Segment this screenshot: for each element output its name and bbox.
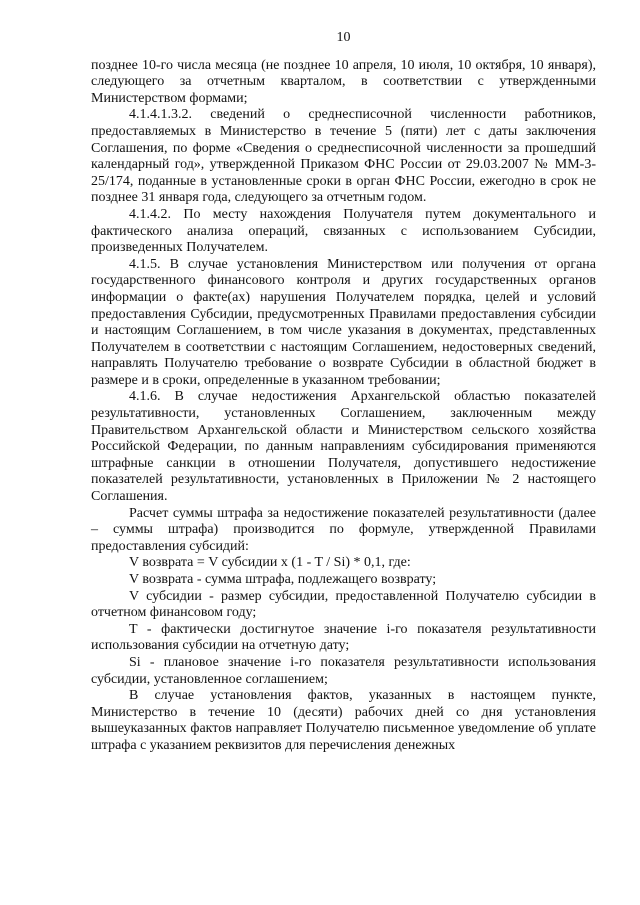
paragraph-4-1-5: 4.1.5. В случае установления Министерством или получения от органа государственного финансового контроля и других государственных органов информации о факте(ах) нарушения Получателем порядка, целей и условий предоставления Субсидии, предусмотренных Правилами предоставления субсидии и настоящим Соглашением, в том числе указания в документах, представленных Получателем в соответствии с настоящим Соглашением, недостоверных сведений, направлять Получателю требование о возврате Субсидии в областной бюджет в размере и в сроки, определенные в указанном требовании; xyxy=(91,256,596,388)
paragraph-4-1-6: 4.1.6. В случае недостижения Архангельской областью показателей результативности, установленных Соглашением, заключенным между Правительством Архангельской области и Министерством сельского хозяйства Российской Федерации, по данным направлениям субсидирования применяются штрафные санкции в отношении Получателя, допустившего недостижение показателей результативности, установленных в Приложении № 2 настоящего Соглашения. xyxy=(91,389,596,505)
paragraph-4-1-4-1-3-2: 4.1.4.1.3.2. сведений о среднесписочной численности работников, предоставляемых в Министерство в течение 5 (пяти) лет с даты заключения Соглашения, по форме «Сведения о среднесписочной численности за прошедший календарный год», утвержденной Приказом ФНС России от 29.03.2007 № ММ-3-25/174, поданные в установленные сроки в орган ФНС России, ежегодно в срок не позднее 31 января года, следующего за отчетным годом. xyxy=(91,107,596,206)
paragraph-formula-v-subsidy: V субсидии - размер субсидии, предоставленной Получателю субсидии в отчетном финансовом году; xyxy=(91,588,596,621)
paragraph-formula-t: T - фактически достигнутое значение i-го показателя результативности использования субсидии на отчетную дату; xyxy=(91,621,596,654)
paragraph-notification: В случае установления фактов, указанных в настоящем пункте, Министерство в течение 10 (десяти) рабочих дней со дня установления вышеуказанных фактов направляет Получателю письменное уведомление об уплате штрафа с указанием реквизитов для перечисления денежных xyxy=(91,688,596,753)
paragraph-4-1-4-2: 4.1.4.2. По месту нахождения Получателя путем документального и фактического анализа операций, связанных с использованием Субсидии, произведенных Получателем. xyxy=(91,206,596,256)
paragraph-formula-v-return: V возврата - сумма штрафа, подлежащего возврату; xyxy=(129,572,437,587)
paragraph-penalty-calculation: Расчет суммы штрафа за недостижение показателей результативности (далее – суммы штрафа) производится по формуле, утвержденной Правилами предоставления субсидий: xyxy=(91,505,596,554)
paragraph-continuation: позднее 10-го числа месяца (не позднее 10 апреля, 10 июля, 10 октября, 10 января), следующего за отчетным кварталом, в соответствии с утвержденными Министерством формами; xyxy=(91,57,596,106)
paragraph-formula: V возврата = V субсидии x (1 - T / Si) * 0,1, где: xyxy=(129,555,411,571)
page-number: 10 xyxy=(336,30,351,45)
paragraph-formula-si: Si - плановое значение i-го показателя результативности использования субсидии, установленное соглашением; xyxy=(91,654,596,687)
